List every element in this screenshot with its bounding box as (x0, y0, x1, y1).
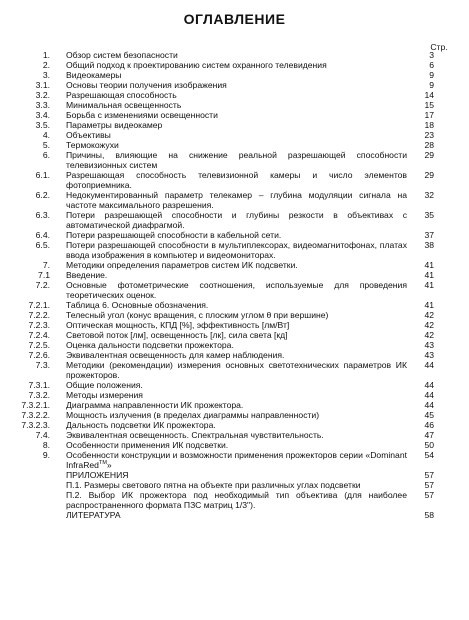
toc-entry-page: 44 (424, 390, 434, 400)
toc-entry (0, 350, 469, 360)
toc-entry-page: 57 (424, 490, 434, 500)
page-title: ОГЛАВЛЕНИЕ (183, 11, 286, 27)
toc-entry-page: 41 (424, 280, 434, 290)
toc-entry-number: 7. (42, 260, 50, 270)
toc-entry-title: Общие положения. (66, 380, 143, 390)
toc-entry-number: 7.3.1. (28, 380, 50, 390)
toc-entry-title: Разрешающая способность телевизионной камеры и число элементов фотоприемника. (66, 170, 407, 190)
toc-entry (0, 140, 469, 150)
toc-entry (0, 270, 469, 280)
toc-entry-number: 6.3. (35, 210, 50, 220)
toc-entry-number: 7.3. (35, 360, 50, 370)
toc-entry (0, 60, 469, 70)
toc-entry-title: Потери разрешающей способности в кабельной сети. (66, 230, 282, 240)
toc-entry (0, 170, 469, 190)
toc-entry-number (0, 480, 50, 490)
toc-entry-number: 7.2.3. (28, 320, 50, 330)
toc-entry (0, 490, 469, 510)
toc-entry-page: 41 (424, 300, 434, 310)
toc-entry (0, 390, 469, 400)
toc-entry-number: 9. (42, 450, 50, 460)
toc-entry-page: 58 (424, 510, 434, 520)
toc-entry (0, 260, 469, 270)
toc-entry-number (0, 470, 50, 480)
toc-entry (0, 210, 469, 230)
toc-entry-number: 3. (42, 70, 50, 80)
toc-entry-title: Эквивалентная освещенность для камер наблюдения. (66, 350, 285, 360)
toc-entry (0, 110, 469, 120)
toc-entry-title: Параметры видеокамер (66, 120, 163, 130)
toc-entry-page: 44 (424, 400, 434, 410)
toc-entry (0, 470, 469, 480)
toc-entry-number: 7.3.2. (28, 390, 50, 400)
toc-entry-number (0, 490, 50, 510)
toc-entry-number: 3.4. (35, 110, 50, 120)
toc-entry-title: ПРИЛОЖЕНИЯ (66, 470, 129, 480)
toc-entry-page: 38 (424, 240, 434, 250)
toc-entry-page: 3 (429, 50, 434, 60)
toc-entry-page: 54 (424, 450, 434, 460)
toc-entry-number: 3.1. (35, 80, 50, 90)
toc-entry-title: Телесный угол (конус вращения, с плоским углом θ при вершине) (66, 310, 329, 320)
toc-entry-number: 7.4. (35, 430, 50, 440)
toc-entry (0, 360, 469, 380)
toc-entry-title-text: Особенности конструкции и возможности применения прожекторов серии «Dominant InfraRed (66, 450, 407, 470)
toc-entry (0, 120, 469, 130)
toc-entry-page: 46 (424, 420, 434, 430)
toc-entry-page: 9 (429, 70, 434, 80)
toc-entry-page: 47 (424, 430, 434, 440)
toc-entry (0, 190, 469, 210)
trademark-superscript: TM (98, 460, 107, 466)
toc-entry-title: Оценка дальности подсветки прожектора. (66, 340, 234, 350)
toc-entry-title: Термокожухи (66, 140, 119, 150)
toc-entry-number: 3.3. (35, 100, 50, 110)
toc-entry-page: 18 (424, 120, 434, 130)
toc-entry-title: Методики (рекомендации) измерения основных светотехнических параметров ИК прожекторов. (66, 360, 407, 380)
toc-entry-page: 42 (424, 320, 434, 330)
toc-entry-number: 7.2.1. (28, 300, 50, 310)
toc-entry-number: 7.3.2.2. (21, 410, 50, 420)
table-of-contents (0, 50, 469, 520)
toc-entry (0, 150, 469, 170)
toc-entry (0, 80, 469, 90)
toc-entry-page: 15 (424, 100, 434, 110)
toc-entry-title-tail: » (106, 460, 112, 470)
page-column-header: Стр. (430, 42, 448, 52)
toc-entry-number: 6.1. (35, 170, 50, 180)
toc-entry-title: ЛИТЕРАТУРА (66, 510, 121, 520)
toc-entry-number: 7.2.5. (28, 340, 50, 350)
toc-entry-number: 7.3.2.1. (21, 400, 50, 410)
toc-entry-title: Видеокамеры (66, 70, 122, 80)
toc-entry (0, 130, 469, 140)
toc-entry-page: 14 (424, 90, 434, 100)
toc-entry-title: Методики определения параметров систем ИК подсветки. (66, 260, 298, 270)
toc-entry-title: Обзор систем безопасности (66, 50, 178, 60)
toc-entry-number: 6.4. (35, 230, 50, 240)
toc-entry-title: Потери разрешающей способности и глубины резкости в объективах с автоматической диафрагмой. (66, 210, 407, 230)
toc-entry (0, 430, 469, 440)
toc-entry-title: Световой поток [лм], освещенность [лк], сила света [кд] (66, 330, 288, 340)
toc-entry-page: 37 (424, 230, 434, 240)
toc-entry-number (0, 510, 50, 520)
toc-entry-page: 6 (429, 60, 434, 70)
toc-entry-page: 44 (424, 360, 434, 370)
toc-entry-page: 42 (424, 330, 434, 340)
toc-entry-number: 7.3.2.3. (21, 420, 50, 430)
toc-entry-page: 23 (424, 130, 434, 140)
toc-entry-page: 32 (424, 190, 434, 200)
toc-entry (0, 100, 469, 110)
toc-entry (0, 380, 469, 390)
toc-entry-page: 17 (424, 110, 434, 120)
toc-entry (0, 50, 469, 60)
toc-entry-page: 42 (424, 310, 434, 320)
toc-entry-title: П.2. Выбор ИК прожектора под необходимый тип объектива (для наиболее распространенного формата ПЗС матриц 1/3"). (66, 490, 407, 510)
toc-entry-page: 35 (424, 210, 434, 220)
toc-entry-title: Оптическая мощность, КПД [%], эффективность [лм/Вт] (66, 320, 290, 330)
toc-entry (0, 90, 469, 100)
toc-entry (0, 70, 469, 80)
toc-entry-page: 41 (424, 270, 434, 280)
toc-entry-title: Причины, влияющие на снижение реальной разрешающей способности телевизионных систем (66, 150, 407, 170)
toc-entry-title: Основы теории получения изображения (66, 80, 227, 90)
toc-entry-number: 2. (42, 60, 50, 70)
toc-entry-page: 57 (424, 470, 434, 480)
toc-entry (0, 410, 469, 420)
toc-entry-number: 5. (42, 140, 50, 150)
toc-entry-title (66, 450, 407, 470)
toc-entry-page: 43 (424, 350, 434, 360)
toc-entry-title: Диаграмма направленности ИК прожектора. (66, 400, 244, 410)
toc-entry-title: Методы измерения (66, 390, 143, 400)
toc-entry-page: 44 (424, 380, 434, 390)
toc-entry (0, 450, 469, 470)
toc-entry-page: 41 (424, 260, 434, 270)
toc-entry-number: 6. (42, 150, 50, 160)
toc-entry-title: Потери разрешающей способности в мультиплексорах, видеомагнитофонах, платах ввода изображения в компьютер и видеомониторах. (66, 240, 407, 260)
toc-entry-title: Борьба с изменениями освещенности (66, 110, 218, 120)
toc-entry-title: Основные фотометрические соотношения, используемые для проведения теоретических оценок. (66, 280, 407, 300)
toc-entry-number: 4. (42, 130, 50, 140)
toc-entry-page: 9 (429, 80, 434, 90)
toc-entry (0, 480, 469, 490)
toc-entry-title: Дальность подсветки ИК прожектора. (66, 420, 216, 430)
toc-entry (0, 240, 469, 260)
toc-entry-number: 7.1 (38, 270, 50, 280)
toc-entry-page: 43 (424, 340, 434, 350)
toc-entry-title: Объективы (66, 130, 111, 140)
toc-entry-title: П.1. Размеры светового пятна на объекте при различных углах подсветки (66, 480, 361, 490)
toc-entry-title: Недокументированный параметр телекамер – глубина модуляции сигнала на частоте максимального разрешения. (66, 190, 407, 210)
toc-entry-number: 3.5. (35, 120, 50, 130)
toc-entry-number: 1. (42, 50, 50, 60)
toc-entry-page: 50 (424, 440, 434, 450)
toc-entry-title: Общий подход к проектированию систем охранного телевидения (66, 60, 327, 70)
toc-entry-number: 6.5. (35, 240, 50, 250)
toc-entry-number: 7.2. (35, 280, 50, 290)
toc-entry-number: 8. (42, 440, 50, 450)
toc-entry-number: 6.2. (35, 190, 50, 200)
toc-entry-title: Мощность излучения (в пределах диаграммы направленности) (66, 410, 320, 420)
toc-entry (0, 510, 469, 520)
toc-entry-title: Особенности применения ИК подсветки. (66, 440, 229, 450)
toc-entry (0, 230, 469, 240)
toc-entry-title: Таблица 6. Основные обозначения. (66, 300, 209, 310)
toc-entry-page: 29 (424, 170, 434, 180)
toc-entry (0, 420, 469, 430)
toc-entry (0, 300, 469, 310)
toc-entry-number: 7.2.4. (28, 330, 50, 340)
toc-entry (0, 340, 469, 350)
toc-entry-page: 28 (424, 140, 434, 150)
toc-entry (0, 280, 469, 300)
toc-entry-title: Введение. (66, 270, 108, 280)
toc-entry (0, 310, 469, 320)
toc-entry-number: 7.2.2. (28, 310, 50, 320)
toc-entry (0, 330, 469, 340)
toc-entry-page: 45 (424, 410, 434, 420)
toc-entry-title: Разрешающая способность (66, 90, 177, 100)
toc-entry-page: 29 (424, 150, 434, 160)
toc-entry (0, 320, 469, 330)
toc-entry (0, 440, 469, 450)
toc-entry (0, 400, 469, 410)
toc-entry-title: Минимальная освещенность (66, 100, 182, 110)
toc-entry-number: 3.2. (35, 90, 50, 100)
toc-entry-page: 57 (424, 480, 434, 490)
toc-entry-number: 7.2.6. (28, 350, 50, 360)
toc-entry-title: Эквивалентная освещенность. Спектральная чувствительность. (66, 430, 324, 440)
